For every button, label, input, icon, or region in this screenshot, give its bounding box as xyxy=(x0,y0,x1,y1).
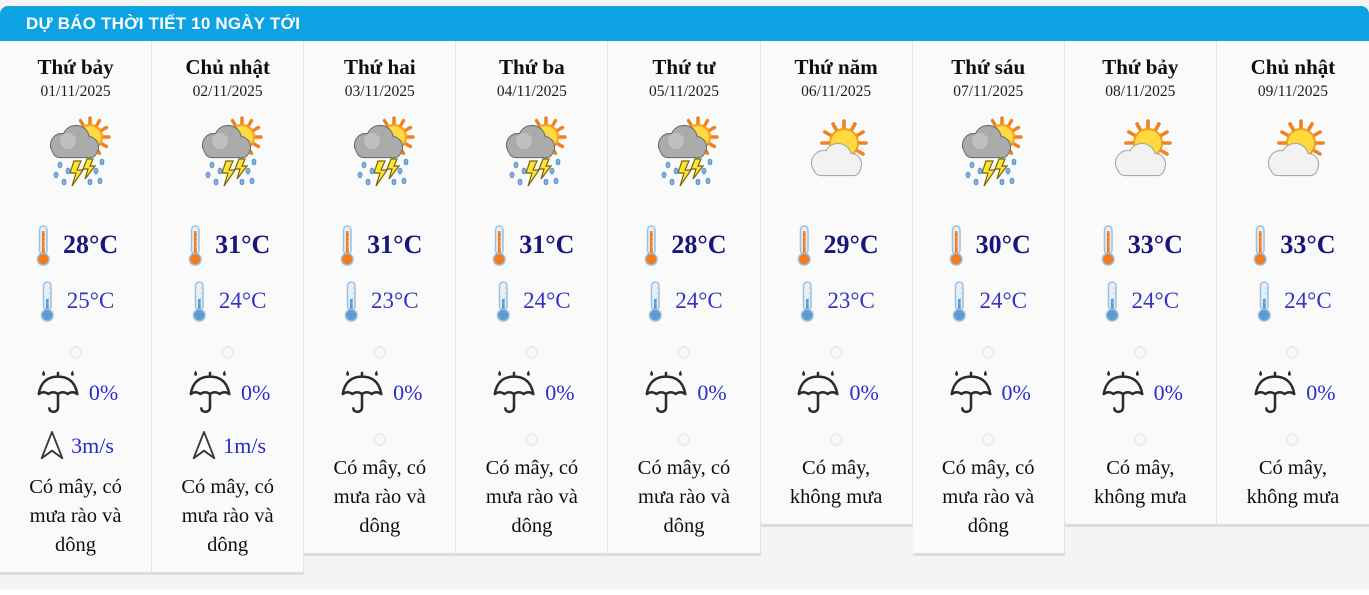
day-card[interactable] xyxy=(608,41,760,556)
day-name: Thứ bảy xyxy=(37,55,114,79)
day-name: Thứ tư xyxy=(652,55,716,79)
high-temp: 28°C xyxy=(62,230,119,259)
day-card[interactable] xyxy=(761,41,913,527)
placeholder-dot xyxy=(677,346,690,359)
wind-speed: 1m/s xyxy=(223,433,267,458)
storm-rain-sun-icon xyxy=(342,115,418,191)
thermometer-high-icon xyxy=(641,224,661,266)
wind-direction-arrow-icon xyxy=(189,429,219,463)
widget-header xyxy=(0,6,1369,41)
thermometer-high-icon xyxy=(794,224,814,266)
day-date: 03/11/2025 xyxy=(344,83,415,100)
day-name: Thứ bảy xyxy=(1102,55,1179,79)
low-temp: 23°C xyxy=(827,288,875,313)
thermometer-high-icon xyxy=(337,224,357,266)
thermometer-high-icon xyxy=(1250,224,1270,266)
storm-rain-sun-icon xyxy=(190,115,266,191)
sun-behind-cloud-icon xyxy=(798,115,874,191)
low-temp: 24°C xyxy=(523,288,571,313)
umbrella-rain-icon xyxy=(793,369,843,417)
low-temp: 25°C xyxy=(66,288,115,313)
weather-description: Có mây, có mưa rào và dông xyxy=(485,457,579,537)
low-temp: 24°C xyxy=(1284,288,1332,313)
high-temp: 31°C xyxy=(215,230,271,259)
placeholder-dot xyxy=(525,346,538,359)
weather-description: Có mây, không mưa xyxy=(1094,457,1187,508)
day-date: 07/11/2025 xyxy=(953,83,1024,100)
weather-description: Có mây, có mưa rào và dông xyxy=(941,457,1035,537)
thermometer-low-icon xyxy=(1102,280,1122,322)
low-temp: 24°C xyxy=(979,288,1027,313)
rain-probability: 0% xyxy=(697,380,727,405)
thermometer-high-icon xyxy=(1098,224,1118,266)
high-temp: 33°C xyxy=(1127,230,1183,259)
high-temp: 31°C xyxy=(519,230,575,259)
day-name: Thứ hai xyxy=(343,55,416,79)
thermometer-low-icon xyxy=(797,280,817,322)
placeholder-dot xyxy=(1134,346,1147,359)
rain-probability: 0% xyxy=(88,380,119,405)
high-temp: 28°C xyxy=(671,230,727,259)
placeholder-dot xyxy=(830,433,843,446)
day-card[interactable] xyxy=(304,41,456,556)
wind-speed: 3m/s xyxy=(71,433,114,458)
low-temp: 23°C xyxy=(371,288,419,313)
placeholder-dot xyxy=(982,433,995,446)
high-temp: 31°C xyxy=(367,230,423,259)
rain-probability: 0% xyxy=(1153,380,1183,405)
weather-description: Có mây, có mưa rào và dông xyxy=(29,476,122,556)
rain-probability: 0% xyxy=(241,380,271,405)
storm-rain-sun-icon xyxy=(494,115,570,191)
weather-description: Có mây, có mưa rào và dông xyxy=(333,457,427,537)
placeholder-dot xyxy=(677,433,690,446)
placeholder-dot xyxy=(1286,433,1299,446)
umbrella-rain-icon xyxy=(1250,369,1300,417)
placeholder-dot xyxy=(525,433,538,446)
rain-probability: 0% xyxy=(545,380,575,405)
storm-rain-sun-icon xyxy=(950,115,1026,191)
day-card[interactable] xyxy=(1065,41,1217,527)
umbrella-rain-icon xyxy=(641,369,691,417)
placeholder-dot xyxy=(373,346,386,359)
thermometer-high-icon xyxy=(185,224,205,266)
low-temp: 24°C xyxy=(218,288,267,313)
day-name: Chủ nhật xyxy=(1250,55,1336,79)
thermometer-low-icon xyxy=(949,280,969,322)
umbrella-rain-icon xyxy=(1098,369,1148,417)
high-temp: 30°C xyxy=(975,230,1031,259)
umbrella-rain-icon xyxy=(337,369,387,417)
day-date: 06/11/2025 xyxy=(801,83,872,100)
high-temp: 29°C xyxy=(823,230,879,259)
placeholder-dot xyxy=(69,346,82,359)
high-temp: 33°C xyxy=(1280,230,1336,259)
day-card[interactable] xyxy=(913,41,1065,556)
sun-behind-cloud-icon xyxy=(1102,115,1178,191)
low-temp: 24°C xyxy=(1131,288,1180,313)
day-name: Thứ năm xyxy=(794,55,878,79)
day-name: Chủ nhật xyxy=(185,55,270,79)
umbrella-rain-icon xyxy=(489,369,539,417)
weather-description: Có mây, có mưa rào và dông xyxy=(181,476,274,556)
umbrella-rain-icon xyxy=(185,369,235,417)
thermometer-low-icon xyxy=(189,280,209,322)
placeholder-dot xyxy=(221,346,234,359)
day-date: 01/11/2025 xyxy=(40,83,111,100)
placeholder-dot xyxy=(1286,346,1299,359)
day-card[interactable] xyxy=(1217,41,1369,527)
rain-probability: 0% xyxy=(1306,380,1336,405)
weather-description: Có mây, không mưa xyxy=(1246,457,1340,508)
day-card[interactable] xyxy=(0,41,152,575)
day-date: 08/11/2025 xyxy=(1105,83,1176,100)
rain-probability: 0% xyxy=(393,380,423,405)
day-name: Thứ ba xyxy=(499,55,565,79)
thermometer-low-icon xyxy=(1254,280,1274,322)
rain-probability: 0% xyxy=(849,380,879,405)
umbrella-rain-icon xyxy=(946,369,996,417)
wind-direction-arrow-icon xyxy=(37,429,67,463)
thermometer-low-icon xyxy=(341,280,361,322)
day-card[interactable] xyxy=(456,41,608,556)
thermometer-high-icon xyxy=(946,224,966,266)
thermometer-low-icon xyxy=(493,280,513,322)
day-card[interactable] xyxy=(152,41,304,575)
storm-rain-sun-icon xyxy=(38,115,114,191)
thermometer-high-icon xyxy=(489,224,509,266)
day-date: 02/11/2025 xyxy=(192,83,263,100)
day-date: 05/11/2025 xyxy=(648,83,720,100)
umbrella-rain-icon xyxy=(33,369,83,417)
placeholder-dot xyxy=(1134,433,1147,446)
placeholder-dot xyxy=(982,346,995,359)
low-temp: 24°C xyxy=(675,288,723,313)
day-date: 04/11/2025 xyxy=(496,83,567,100)
weather-description: Có mây, có mưa rào và dông xyxy=(637,457,731,537)
day-date: 09/11/2025 xyxy=(1257,83,1328,100)
rain-probability: 0% xyxy=(1001,380,1031,405)
widget-title: DỰ BÁO THỜI TIẾT 10 NGÀY TỚI xyxy=(26,13,301,33)
storm-rain-sun-icon xyxy=(646,115,722,191)
placeholder-dot xyxy=(373,433,386,446)
weather-description: Có mây, không mưa xyxy=(789,457,883,508)
day-name: Thứ sáu xyxy=(951,55,1026,79)
thermometer-low-icon xyxy=(645,280,665,322)
sun-behind-cloud-icon xyxy=(1255,115,1331,191)
placeholder-dot xyxy=(830,346,843,359)
thermometer-low-icon xyxy=(37,280,57,322)
thermometer-high-icon xyxy=(33,224,53,266)
forecast-days-row xyxy=(0,41,1369,575)
